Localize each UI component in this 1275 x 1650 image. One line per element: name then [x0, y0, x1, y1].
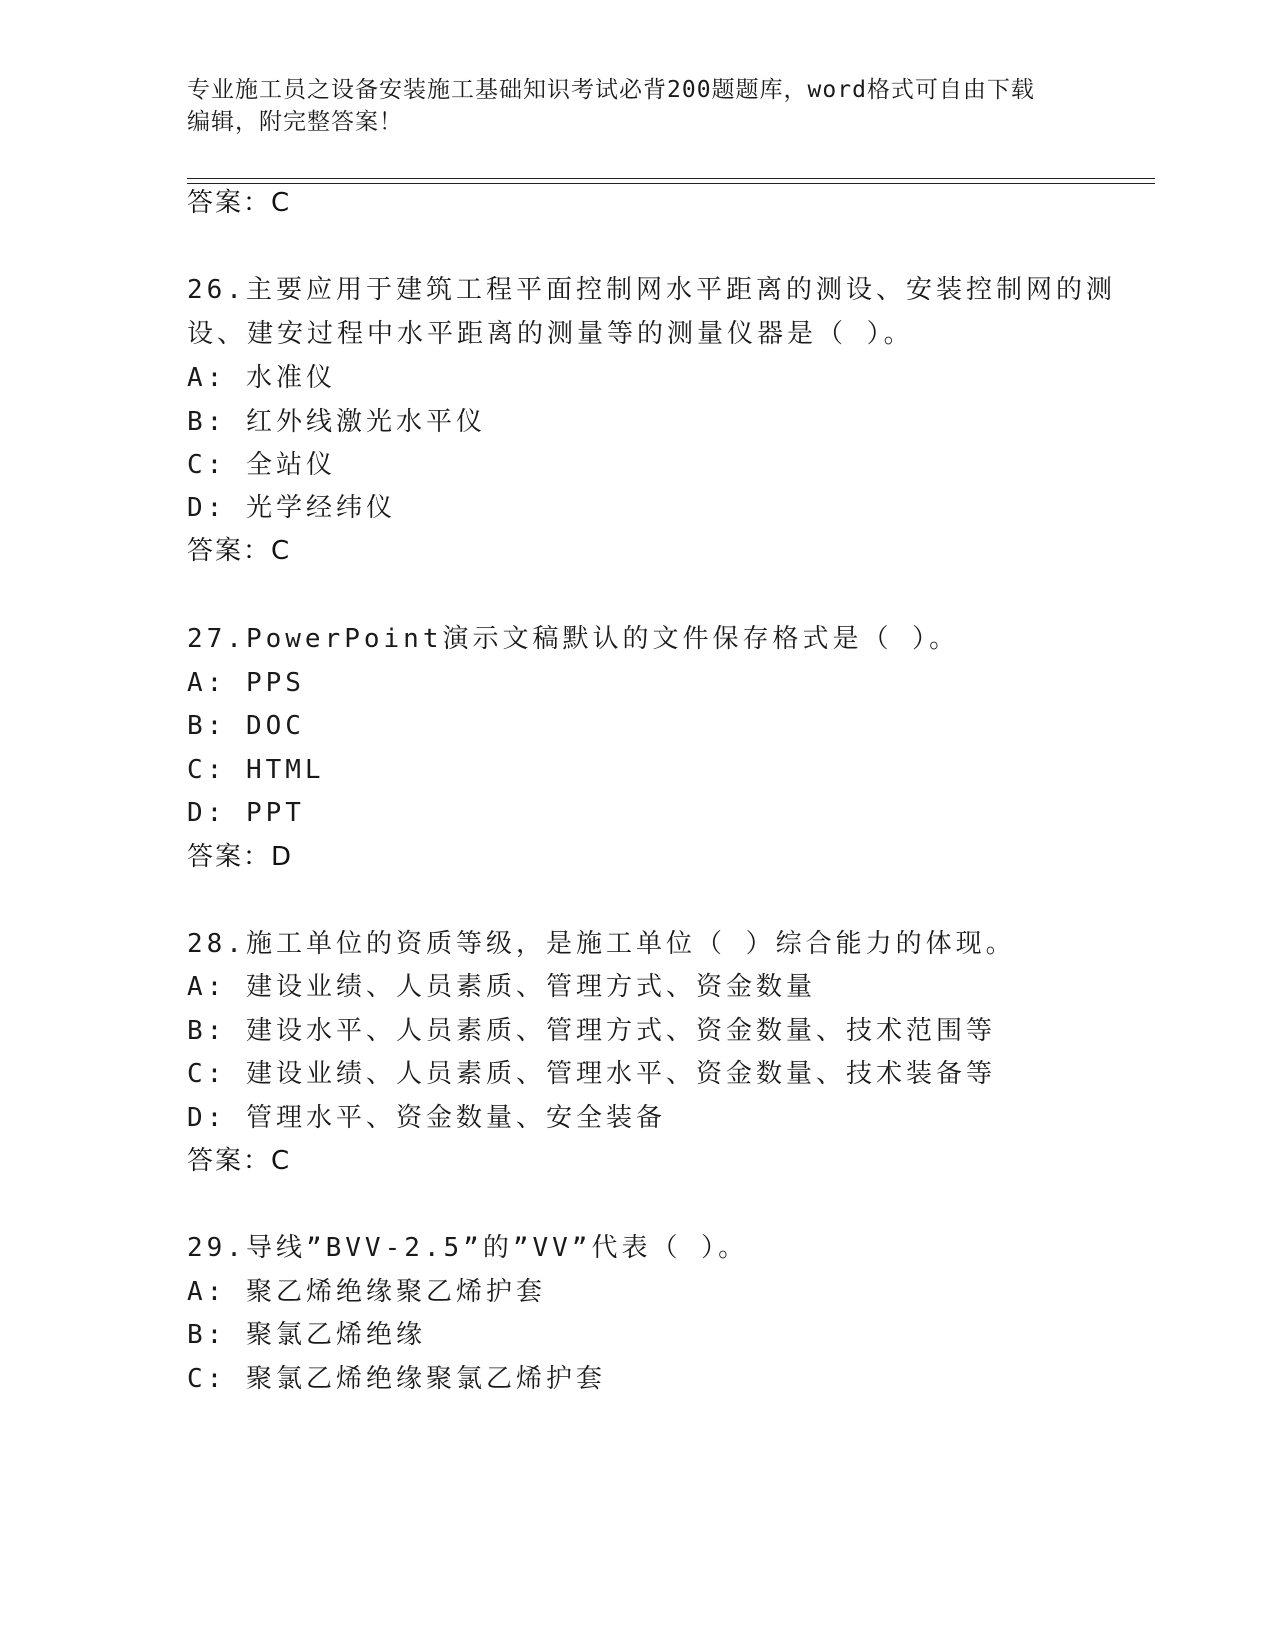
- header-title-line-2: 编辑，附完整答案！: [187, 109, 403, 135]
- question-26-stem-line-1: 26.主要应用于建筑工程平面控制网水平距离的测设、安装控制网的测: [187, 275, 1116, 305]
- question-29-option-b: B: 聚氯乙烯绝缘: [187, 1320, 426, 1350]
- question-26-answer: 答案：C: [187, 536, 292, 566]
- header-rule-bottom: [187, 183, 1155, 184]
- question-28-option-b: B: 建设水平、人员素质、管理方式、资金数量、技术范围等: [187, 1016, 996, 1046]
- question-27-option-d: D: PPT: [187, 798, 305, 828]
- question-27-option-c: C: HTML: [187, 755, 325, 785]
- question-28-option-a: A: 建设业绩、人员素质、管理方式、资金数量: [187, 972, 816, 1002]
- question-28-option-d: D: 管理水平、资金数量、安全装备: [187, 1103, 666, 1133]
- document-header: [187, 74, 1087, 138]
- question-28-option-c: C: 建设业绩、人员素质、管理水平、资金数量、技术装备等: [187, 1059, 996, 1089]
- question-26-stem-line-2: 设、建安过程中水平距离的测量等的测量仪器是（ ）。: [187, 319, 914, 349]
- question-26-option-c: C: 全站仪: [187, 450, 336, 480]
- header-title-line-1: 专业施工员之设备安装施工基础知识考试必背200题题库，word格式可自由下载: [187, 77, 1035, 103]
- question-27-answer: 答案：D: [187, 842, 294, 872]
- question-29-stem: 29.导线”BVV-2.5”的”VV”代表（ ）。: [187, 1233, 749, 1263]
- header-rule-top: [187, 178, 1155, 179]
- question-27-stem: 27.PowerPoint演示文稿默认的文件保存格式是（ ）。: [187, 624, 960, 654]
- question-29-option-c: C: 聚氯乙烯绝缘聚氯乙烯护套: [187, 1364, 606, 1394]
- question-26-option-a: A: 水准仪: [187, 363, 336, 393]
- question-28-answer: 答案：C: [187, 1146, 292, 1176]
- question-29-option-a: A: 聚乙烯绝缘聚乙烯护套: [187, 1277, 546, 1307]
- question-26-option-d: D: 光学经纬仪: [187, 493, 396, 523]
- question-27-option-a: A: PPS: [187, 668, 305, 698]
- question-26-option-b: B: 红外线激光水平仪: [187, 407, 486, 437]
- question-28-stem: 28.施工单位的资质等级，是施工单位（ ）综合能力的体现。: [187, 929, 1016, 959]
- answer-previous: 答案：C: [187, 188, 292, 218]
- question-27-option-b: B: DOC: [187, 711, 305, 741]
